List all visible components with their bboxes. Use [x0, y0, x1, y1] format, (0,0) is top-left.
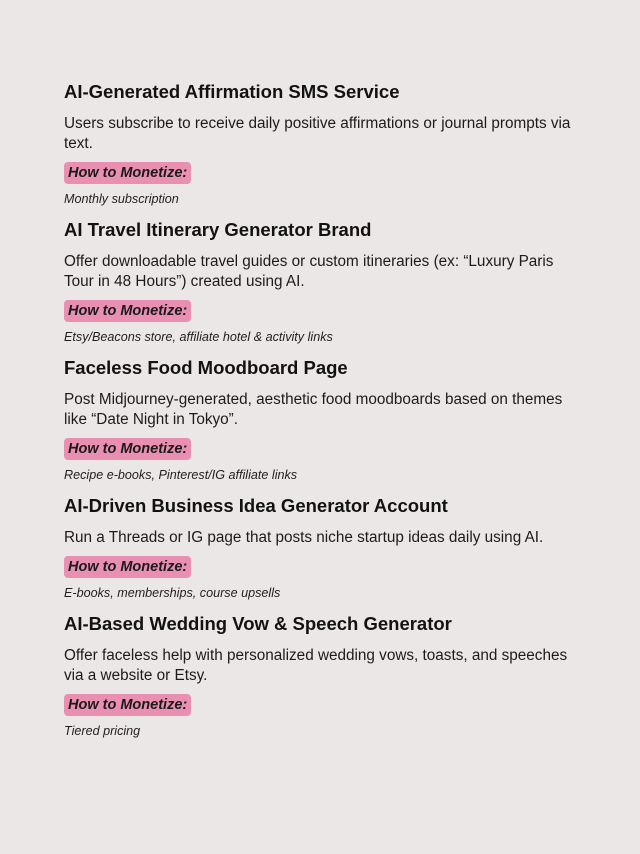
- monetize-detail: Recipe e-books, Pinterest/IG affiliate links: [64, 468, 298, 482]
- monetize-badge: How to Monetize:: [64, 438, 191, 460]
- idea-title: AI-Based Wedding Vow & Speech Generator: [64, 613, 452, 634]
- idea-description: Offer downloadable travel guides or custom itineraries (ex: “Luxury Paris Tour in 48 Hours”) created using AI.: [64, 253, 554, 290]
- idea-section-wedding-vow: [64, 612, 584, 739]
- monetize-badge: How to Monetize:: [64, 694, 191, 716]
- idea-description: Run a Threads or IG page that posts niche startup ideas daily using AI.: [64, 529, 544, 546]
- monetize-badge: How to Monetize:: [64, 556, 191, 578]
- idea-section-food-moodboard: [64, 356, 584, 483]
- idea-title: AI Travel Itinerary Generator Brand: [64, 219, 372, 240]
- idea-section-business-idea: [64, 494, 584, 601]
- idea-title: AI-Driven Business Idea Generator Account: [64, 495, 448, 516]
- idea-description: Users subscribe to receive daily positive affirmations or journal prompts via text.: [64, 115, 571, 152]
- monetize-detail: E-books, memberships, course upsells: [64, 586, 281, 600]
- monetize-detail: Monthly subscription: [64, 192, 179, 206]
- idea-description: Post Midjourney-generated, aesthetic food moodboards based on themes like “Date Night in Tokyo”.: [64, 391, 563, 428]
- idea-section-travel-itinerary: [64, 218, 584, 345]
- idea-title: AI-Generated Affirmation SMS Service: [64, 81, 400, 102]
- idea-title: Faceless Food Moodboard Page: [64, 357, 348, 378]
- monetize-detail: Etsy/Beacons store, affiliate hotel & activity links: [64, 330, 333, 344]
- monetize-badge: How to Monetize:: [64, 300, 191, 322]
- monetize-detail: Tiered pricing: [64, 724, 141, 738]
- monetize-badge: How to Monetize:: [64, 162, 191, 184]
- idea-section-affirmation-sms: [64, 80, 584, 207]
- idea-description: Offer faceless help with personalized wedding vows, toasts, and speeches via a website or Etsy.: [64, 647, 568, 684]
